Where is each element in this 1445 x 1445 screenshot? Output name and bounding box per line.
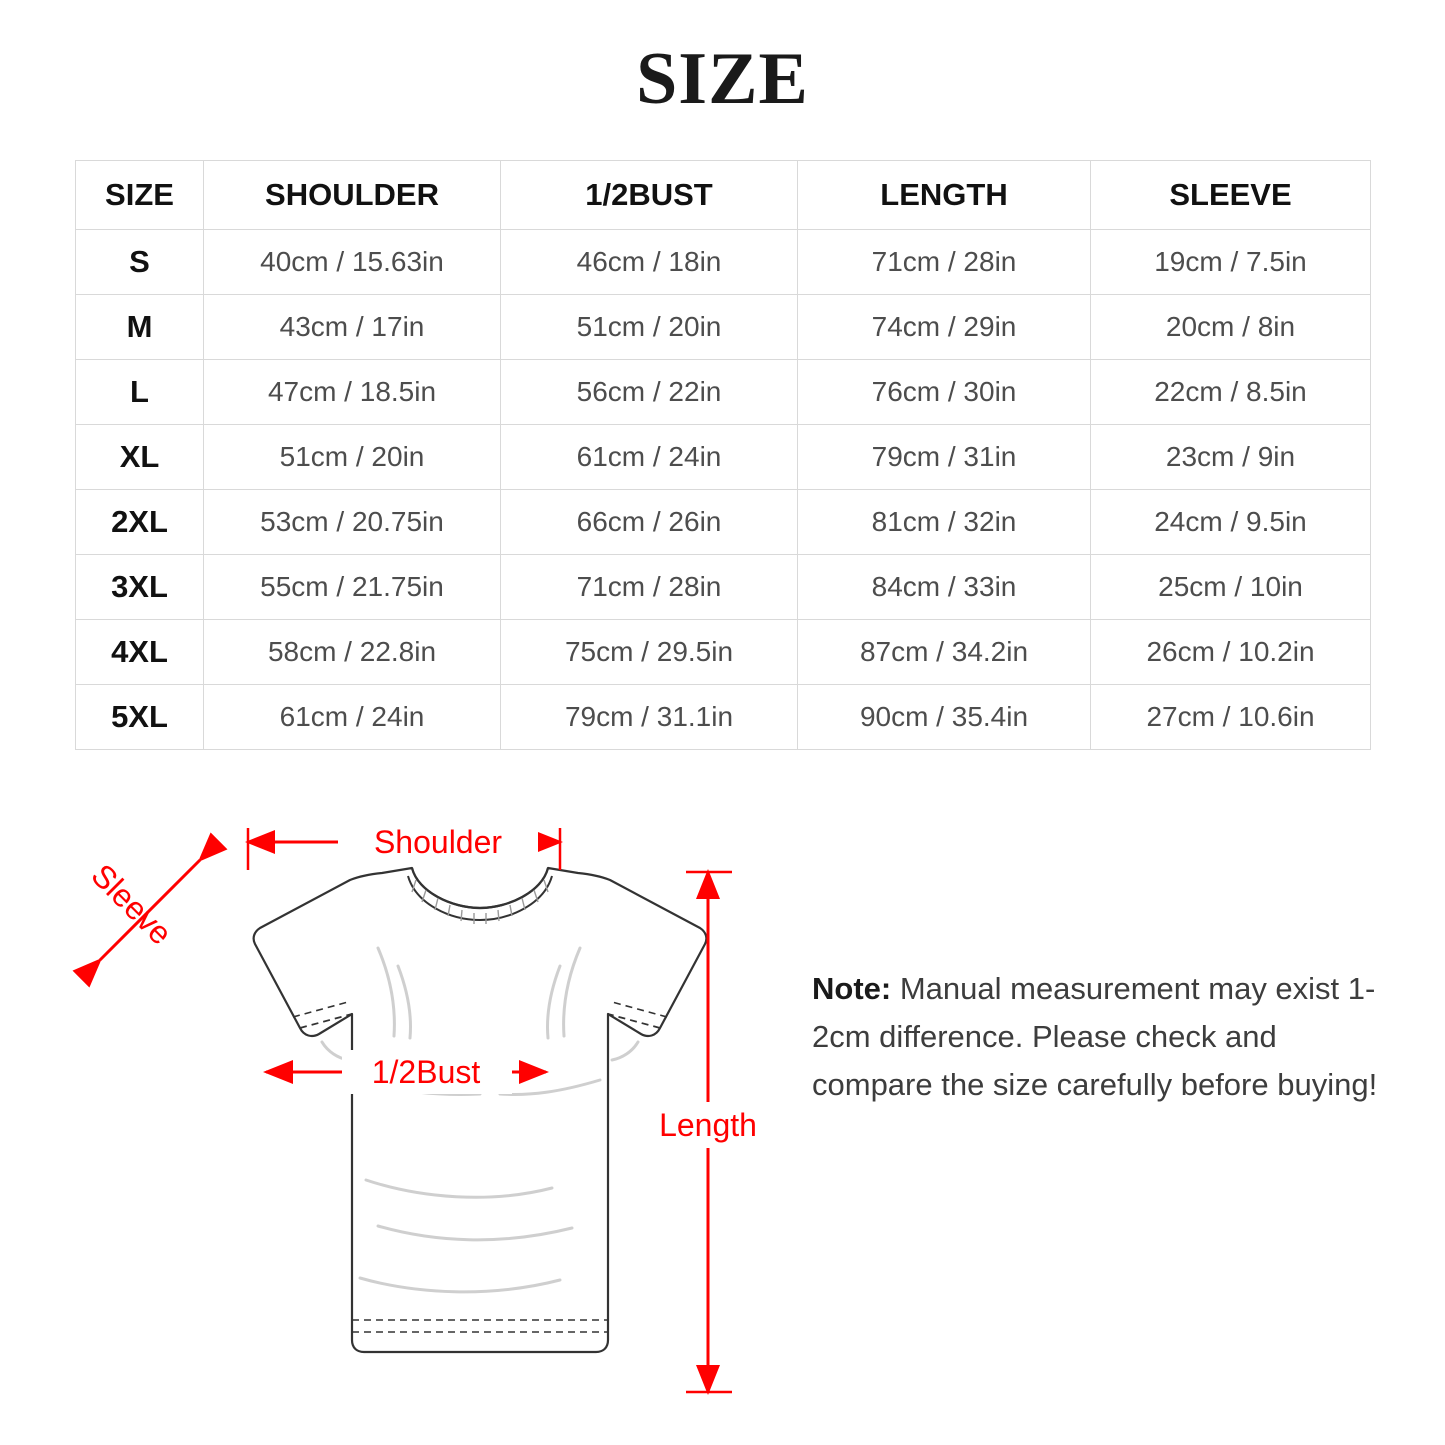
length-label: Length xyxy=(659,1107,757,1143)
cell-size: 5XL xyxy=(76,685,204,750)
column-header-sleeve: SLEEVE xyxy=(1091,161,1371,230)
table-row xyxy=(76,685,1371,750)
table-row xyxy=(76,230,1371,295)
cell-shoulder: 55cm / 21.75in xyxy=(204,555,501,620)
cell-bust: 75cm / 29.5in xyxy=(501,620,798,685)
cell-shoulder: 58cm / 22.8in xyxy=(204,620,501,685)
cell-length: 90cm / 35.4in xyxy=(798,685,1091,750)
cell-shoulder: 47cm / 18.5in xyxy=(204,360,501,425)
table-row xyxy=(76,295,1371,360)
cell-bust: 71cm / 28in xyxy=(501,555,798,620)
size-chart-table xyxy=(75,160,1371,750)
cell-bust: 51cm / 20in xyxy=(501,295,798,360)
cell-bust: 79cm / 31.1in xyxy=(501,685,798,750)
cell-size: S xyxy=(76,230,204,295)
note-body: Manual measurement may exist 1-2cm difference. Please check and compare the size carefully before buying! xyxy=(812,971,1378,1103)
cell-length: 81cm / 32in xyxy=(798,490,1091,555)
note-text xyxy=(812,965,1382,1109)
cell-sleeve: 24cm / 9.5in xyxy=(1091,490,1371,555)
table-row xyxy=(76,620,1371,685)
cell-length: 71cm / 28in xyxy=(798,230,1091,295)
column-header-length: LENGTH xyxy=(798,161,1091,230)
table-row xyxy=(76,425,1371,490)
cell-shoulder: 40cm / 15.63in xyxy=(204,230,501,295)
cell-sleeve: 19cm / 7.5in xyxy=(1091,230,1371,295)
cell-shoulder: 53cm / 20.75in xyxy=(204,490,501,555)
cell-size: M xyxy=(76,295,204,360)
cell-length: 87cm / 34.2in xyxy=(798,620,1091,685)
cell-sleeve: 26cm / 10.2in xyxy=(1091,620,1371,685)
page-title: SIZE xyxy=(636,38,809,120)
cell-sleeve: 27cm / 10.6in xyxy=(1091,685,1371,750)
cell-size: L xyxy=(76,360,204,425)
cell-size: XL xyxy=(76,425,204,490)
shoulder-label: Shoulder xyxy=(373,824,503,860)
tshirt-illustration xyxy=(254,868,707,1352)
cell-sleeve: 22cm / 8.5in xyxy=(1091,360,1371,425)
cell-length: 76cm / 30in xyxy=(798,360,1091,425)
table-header-row xyxy=(76,161,1371,230)
column-header-bust: 1/2BUST xyxy=(501,161,798,230)
cell-bust: 61cm / 24in xyxy=(501,425,798,490)
cell-shoulder: 51cm / 20in xyxy=(204,425,501,490)
cell-shoulder: 61cm / 24in xyxy=(204,685,501,750)
table-row xyxy=(76,360,1371,425)
cell-length: 74cm / 29in xyxy=(798,295,1091,360)
sleeve-label: Sleeve xyxy=(84,856,180,952)
cell-bust: 46cm / 18in xyxy=(501,230,798,295)
column-header-size: SIZE xyxy=(76,161,204,230)
table-row xyxy=(76,490,1371,555)
cell-size: 3XL xyxy=(76,555,204,620)
cell-bust: 56cm / 22in xyxy=(501,360,798,425)
tshirt-measurement-diagram xyxy=(60,780,780,1400)
bust-label: 1/2Bust xyxy=(371,1054,481,1090)
cell-sleeve: 25cm / 10in xyxy=(1091,555,1371,620)
note-label: Note: xyxy=(812,971,892,1006)
cell-shoulder: 43cm / 17in xyxy=(204,295,501,360)
cell-sleeve: 20cm / 8in xyxy=(1091,295,1371,360)
column-header-shoulder: SHOULDER xyxy=(204,161,501,230)
cell-length: 79cm / 31in xyxy=(798,425,1091,490)
cell-size: 4XL xyxy=(76,620,204,685)
cell-length: 84cm / 33in xyxy=(798,555,1091,620)
cell-size: 2XL xyxy=(76,490,204,555)
cell-sleeve: 23cm / 9in xyxy=(1091,425,1371,490)
table-row xyxy=(76,555,1371,620)
cell-bust: 66cm / 26in xyxy=(501,490,798,555)
